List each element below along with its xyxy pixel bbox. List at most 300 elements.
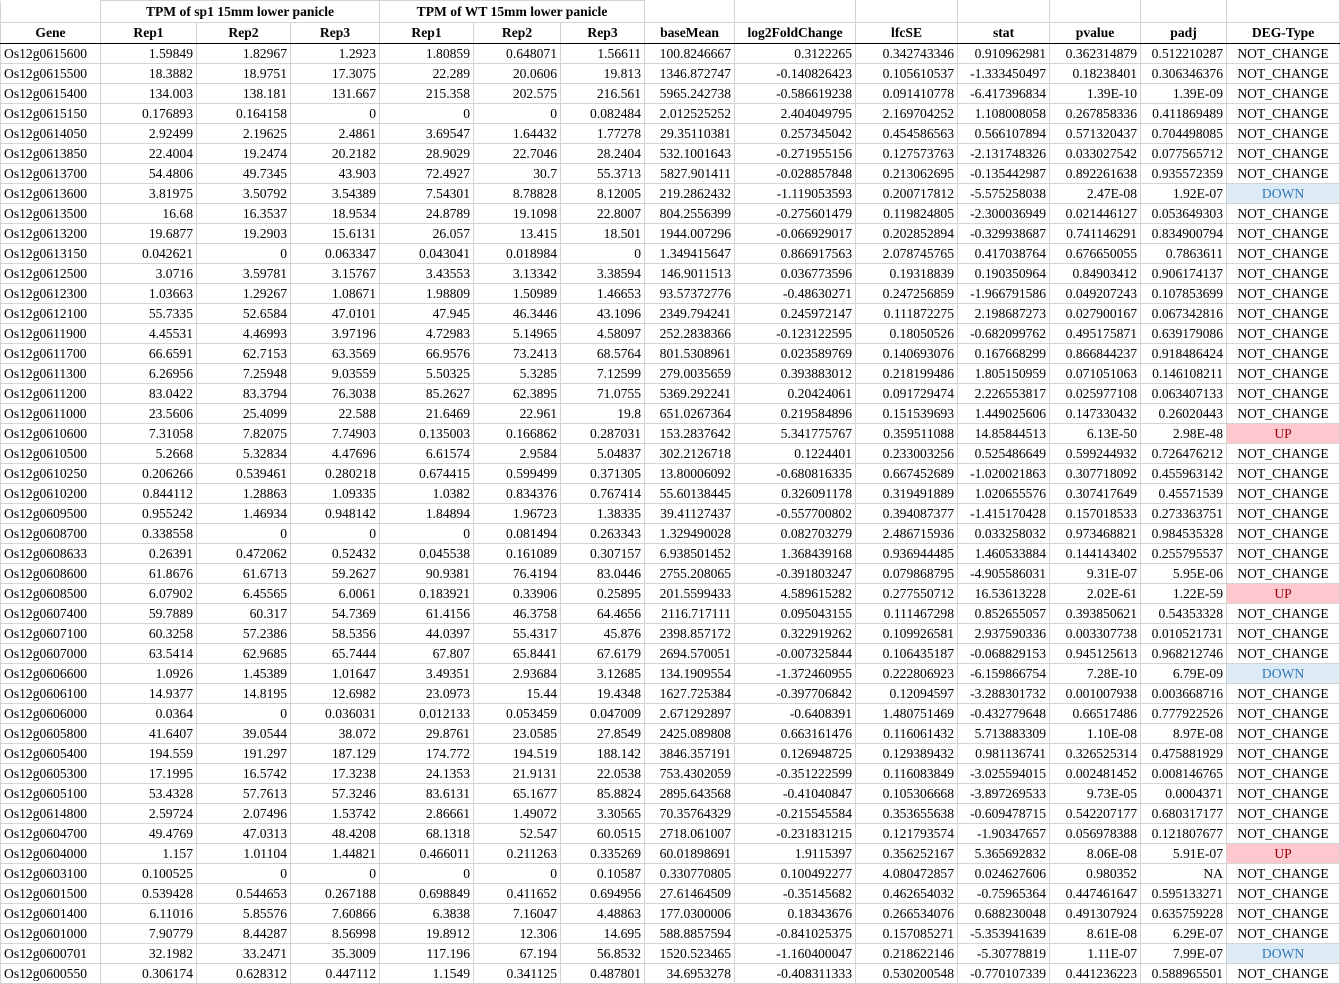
value-cell[interactable]: 0.45571539 bbox=[1141, 484, 1227, 504]
gene-id-cell[interactable]: Os12g0603100 bbox=[1, 864, 101, 884]
value-cell[interactable]: 0.326525314 bbox=[1050, 744, 1141, 764]
value-cell[interactable]: 9.73E-05 bbox=[1050, 784, 1141, 804]
value-cell[interactable]: 1.329490028 bbox=[645, 524, 735, 544]
value-cell[interactable]: 0.984535328 bbox=[1141, 524, 1227, 544]
value-cell[interactable]: 28.2404 bbox=[561, 144, 645, 164]
value-cell[interactable]: 0 bbox=[197, 244, 291, 264]
value-cell[interactable]: 1.08671 bbox=[291, 284, 380, 304]
value-cell[interactable]: -4.905586031 bbox=[958, 564, 1050, 584]
value-cell[interactable]: 68.5764 bbox=[561, 344, 645, 364]
value-cell[interactable]: 0.539461 bbox=[197, 464, 291, 484]
gene-id-cell[interactable]: Os12g0613500 bbox=[1, 204, 101, 224]
value-cell[interactable]: 7.99E-07 bbox=[1141, 944, 1227, 964]
value-cell[interactable]: 0.918486424 bbox=[1141, 344, 1227, 364]
deg-type-cell[interactable]: NOT_CHANGE bbox=[1227, 164, 1340, 184]
value-cell[interactable]: 219.2862432 bbox=[645, 184, 735, 204]
value-cell[interactable]: 61.4156 bbox=[380, 604, 474, 624]
value-cell[interactable]: 26.057 bbox=[380, 224, 474, 244]
value-cell[interactable]: 0.866917563 bbox=[735, 244, 856, 264]
value-cell[interactable]: 588.8857594 bbox=[645, 924, 735, 944]
value-cell[interactable]: 0.663161476 bbox=[735, 724, 856, 744]
value-cell[interactable]: 0.635759228 bbox=[1141, 904, 1227, 924]
value-cell[interactable]: 801.5308961 bbox=[645, 344, 735, 364]
value-cell[interactable]: 63.3569 bbox=[291, 344, 380, 364]
value-cell[interactable]: 5.3285 bbox=[474, 364, 561, 384]
value-cell[interactable]: 20.2182 bbox=[291, 144, 380, 164]
value-cell[interactable]: 0.472062 bbox=[197, 544, 291, 564]
value-cell[interactable]: 1.11E-07 bbox=[1050, 944, 1141, 964]
value-cell[interactable]: 1.28863 bbox=[197, 484, 291, 504]
value-cell[interactable]: 19.2903 bbox=[197, 224, 291, 244]
value-cell[interactable]: 2.9584 bbox=[474, 444, 561, 464]
gene-id-cell[interactable]: Os12g0605300 bbox=[1, 764, 101, 784]
value-cell[interactable]: 25.4099 bbox=[197, 404, 291, 424]
value-cell[interactable]: 1.108008058 bbox=[958, 104, 1050, 124]
value-cell[interactable]: 44.0397 bbox=[380, 624, 474, 644]
value-cell[interactable]: 0.213062695 bbox=[856, 164, 958, 184]
value-cell[interactable]: 4.080472857 bbox=[856, 864, 958, 884]
value-cell[interactable]: 8.56998 bbox=[291, 924, 380, 944]
value-cell[interactable]: 0.892261638 bbox=[1050, 164, 1141, 184]
deg-type-cell[interactable]: NOT_CHANGE bbox=[1227, 824, 1340, 844]
value-cell[interactable]: 0.144143402 bbox=[1050, 544, 1141, 564]
value-cell[interactable]: 0.129389432 bbox=[856, 744, 958, 764]
value-cell[interactable]: 0.003307738 bbox=[1050, 624, 1141, 644]
value-cell[interactable]: 18.9534 bbox=[291, 204, 380, 224]
value-cell[interactable]: 5.14965 bbox=[474, 324, 561, 344]
value-cell[interactable]: 0.512210287 bbox=[1141, 44, 1227, 64]
value-cell[interactable]: -2.131748326 bbox=[958, 144, 1050, 164]
value-cell[interactable]: -0.351222599 bbox=[735, 764, 856, 784]
value-cell[interactable]: 1.805150959 bbox=[958, 364, 1050, 384]
value-cell[interactable]: 0.7863611 bbox=[1141, 244, 1227, 264]
value-cell[interactable]: 1944.007296 bbox=[645, 224, 735, 244]
value-cell[interactable]: 0.157085271 bbox=[856, 924, 958, 944]
value-cell[interactable]: 3.0716 bbox=[101, 264, 197, 284]
value-cell[interactable]: 57.7613 bbox=[197, 784, 291, 804]
value-cell[interactable]: 4.589615282 bbox=[735, 584, 856, 604]
value-cell[interactable]: 134.003 bbox=[101, 84, 197, 104]
value-cell[interactable]: 0.335269 bbox=[561, 844, 645, 864]
value-cell[interactable]: 8.97E-08 bbox=[1141, 724, 1227, 744]
value-cell[interactable]: 67.194 bbox=[474, 944, 561, 964]
value-cell[interactable]: 2.59724 bbox=[101, 804, 197, 824]
value-cell[interactable]: 1.39E-10 bbox=[1050, 84, 1141, 104]
value-cell[interactable]: 5.713883309 bbox=[958, 724, 1050, 744]
column-header[interactable]: padj bbox=[1141, 23, 1227, 44]
value-cell[interactable]: 1.10E-08 bbox=[1050, 724, 1141, 744]
value-cell[interactable]: 16.53613228 bbox=[958, 584, 1050, 604]
value-cell[interactable]: 52.6584 bbox=[197, 304, 291, 324]
value-cell[interactable]: 1.45389 bbox=[197, 664, 291, 684]
value-cell[interactable]: 33.2471 bbox=[197, 944, 291, 964]
value-cell[interactable]: 2.169704252 bbox=[856, 104, 958, 124]
value-cell[interactable]: 2398.857172 bbox=[645, 624, 735, 644]
value-cell[interactable]: -0.329938687 bbox=[958, 224, 1050, 244]
deg-type-cell[interactable]: UP bbox=[1227, 844, 1340, 864]
value-cell[interactable]: 54.4806 bbox=[101, 164, 197, 184]
value-cell[interactable]: -1.966791586 bbox=[958, 284, 1050, 304]
deg-type-cell[interactable]: NOT_CHANGE bbox=[1227, 344, 1340, 364]
value-cell[interactable]: 2.92499 bbox=[101, 124, 197, 144]
value-cell[interactable]: 0.045538 bbox=[380, 544, 474, 564]
value-cell[interactable]: 0.211263 bbox=[474, 844, 561, 864]
value-cell[interactable]: 0.053649303 bbox=[1141, 204, 1227, 224]
value-cell[interactable]: 0.338558 bbox=[101, 524, 197, 544]
value-cell[interactable]: 194.519 bbox=[474, 744, 561, 764]
value-cell[interactable]: 0.140693076 bbox=[856, 344, 958, 364]
value-cell[interactable]: 6.3838 bbox=[380, 904, 474, 924]
value-cell[interactable]: 1.64432 bbox=[474, 124, 561, 144]
value-cell[interactable]: 0.525486649 bbox=[958, 444, 1050, 464]
gene-id-cell[interactable]: Os12g0607000 bbox=[1, 644, 101, 664]
value-cell[interactable]: 0.66517486 bbox=[1050, 704, 1141, 724]
gene-id-cell[interactable]: Os12g0609500 bbox=[1, 504, 101, 524]
value-cell[interactable]: 0.151539693 bbox=[856, 404, 958, 424]
value-cell[interactable]: 59.2627 bbox=[291, 564, 380, 584]
value-cell[interactable]: 19.4348 bbox=[561, 684, 645, 704]
value-cell[interactable]: 0.694956 bbox=[561, 884, 645, 904]
value-cell[interactable]: 6.29E-07 bbox=[1141, 924, 1227, 944]
value-cell[interactable]: 3.59781 bbox=[197, 264, 291, 284]
value-cell[interactable]: 65.1677 bbox=[474, 784, 561, 804]
value-cell[interactable]: 0.111467298 bbox=[856, 604, 958, 624]
value-cell[interactable]: 29.35110381 bbox=[645, 124, 735, 144]
value-cell[interactable]: 0.033027542 bbox=[1050, 144, 1141, 164]
value-cell[interactable]: 0.218622146 bbox=[856, 944, 958, 964]
value-cell[interactable]: 1.29267 bbox=[197, 284, 291, 304]
value-cell[interactable]: 0.277550712 bbox=[856, 584, 958, 604]
value-cell[interactable]: 1.77278 bbox=[561, 124, 645, 144]
value-cell[interactable]: 0.0364 bbox=[101, 704, 197, 724]
value-cell[interactable]: 0.852655057 bbox=[958, 604, 1050, 624]
value-cell[interactable]: 67.807 bbox=[380, 644, 474, 664]
column-header[interactable]: Rep1 bbox=[380, 23, 474, 44]
value-cell[interactable]: 28.9029 bbox=[380, 144, 474, 164]
value-cell[interactable]: 0.027900167 bbox=[1050, 304, 1141, 324]
deg-type-cell[interactable]: NOT_CHANGE bbox=[1227, 364, 1340, 384]
value-cell[interactable]: 0.968212746 bbox=[1141, 644, 1227, 664]
value-cell[interactable]: 0.326091178 bbox=[735, 484, 856, 504]
gene-id-cell[interactable]: Os12g0614050 bbox=[1, 124, 101, 144]
value-cell[interactable]: 0.0004371 bbox=[1141, 784, 1227, 804]
value-cell[interactable]: 5.2668 bbox=[101, 444, 197, 464]
value-cell[interactable]: 0.844112 bbox=[101, 484, 197, 504]
value-cell[interactable]: 0.063347 bbox=[291, 244, 380, 264]
gene-id-cell[interactable]: Os12g0607400 bbox=[1, 604, 101, 624]
value-cell[interactable]: 0.698849 bbox=[380, 884, 474, 904]
value-cell[interactable]: 0.322919262 bbox=[735, 624, 856, 644]
value-cell[interactable]: 0.056978388 bbox=[1050, 824, 1141, 844]
value-cell[interactable]: 0 bbox=[197, 704, 291, 724]
value-cell[interactable]: 0.106435187 bbox=[856, 644, 958, 664]
value-cell[interactable]: 153.2837642 bbox=[645, 424, 735, 444]
value-cell[interactable]: 83.3794 bbox=[197, 384, 291, 404]
value-cell[interactable]: 2.671292897 bbox=[645, 704, 735, 724]
value-cell[interactable]: 2349.794241 bbox=[645, 304, 735, 324]
value-cell[interactable]: 0.053459 bbox=[474, 704, 561, 724]
deg-type-cell[interactable]: NOT_CHANGE bbox=[1227, 104, 1340, 124]
value-cell[interactable]: 57.3246 bbox=[291, 784, 380, 804]
value-cell[interactable]: 0.704498085 bbox=[1141, 124, 1227, 144]
value-cell[interactable]: 62.7153 bbox=[197, 344, 291, 364]
value-cell[interactable]: 532.1001643 bbox=[645, 144, 735, 164]
value-cell[interactable]: -1.020021863 bbox=[958, 464, 1050, 484]
value-cell[interactable]: 0.341125 bbox=[474, 964, 561, 984]
value-cell[interactable]: 54.7369 bbox=[291, 604, 380, 624]
value-cell[interactable]: 0.036773596 bbox=[735, 264, 856, 284]
value-cell[interactable]: 0.280218 bbox=[291, 464, 380, 484]
value-cell[interactable]: 57.2386 bbox=[197, 624, 291, 644]
value-cell[interactable]: 0.475881929 bbox=[1141, 744, 1227, 764]
value-cell[interactable]: 0.680317177 bbox=[1141, 804, 1227, 824]
value-cell[interactable]: 0.157018533 bbox=[1050, 504, 1141, 524]
value-cell[interactable]: 6.11016 bbox=[101, 904, 197, 924]
value-cell[interactable]: -3.288301732 bbox=[958, 684, 1050, 704]
value-cell[interactable]: 12.306 bbox=[474, 924, 561, 944]
value-cell[interactable]: 1.1549 bbox=[380, 964, 474, 984]
gene-id-cell[interactable]: Os12g0610500 bbox=[1, 444, 101, 464]
value-cell[interactable]: 22.588 bbox=[291, 404, 380, 424]
value-cell[interactable]: 3.13342 bbox=[474, 264, 561, 284]
value-cell[interactable]: 1.349415647 bbox=[645, 244, 735, 264]
value-cell[interactable]: 1.53742 bbox=[291, 804, 380, 824]
deg-type-cell[interactable]: NOT_CHANGE bbox=[1227, 604, 1340, 624]
value-cell[interactable]: -0.391803247 bbox=[735, 564, 856, 584]
value-cell[interactable]: 0 bbox=[291, 864, 380, 884]
value-cell[interactable]: -0.770107339 bbox=[958, 964, 1050, 984]
value-cell[interactable]: 0.023589769 bbox=[735, 344, 856, 364]
value-cell[interactable]: 22.289 bbox=[380, 64, 474, 84]
value-cell[interactable]: 2.404049795 bbox=[735, 104, 856, 124]
value-cell[interactable]: -0.41040847 bbox=[735, 784, 856, 804]
value-cell[interactable]: 1.50989 bbox=[474, 284, 561, 304]
value-cell[interactable]: 5369.292241 bbox=[645, 384, 735, 404]
value-cell[interactable]: 14.8195 bbox=[197, 684, 291, 704]
value-cell[interactable]: 0.411652 bbox=[474, 884, 561, 904]
value-cell[interactable]: 2755.208065 bbox=[645, 564, 735, 584]
value-cell[interactable]: 73.2413 bbox=[474, 344, 561, 364]
gene-id-cell[interactable]: Os12g0612300 bbox=[1, 284, 101, 304]
value-cell[interactable]: -0.215545584 bbox=[735, 804, 856, 824]
value-cell[interactable]: 1.09335 bbox=[291, 484, 380, 504]
value-cell[interactable]: 3.54389 bbox=[291, 184, 380, 204]
column-header[interactable]: Rep2 bbox=[197, 23, 291, 44]
gene-id-cell[interactable]: Os12g0613600 bbox=[1, 184, 101, 204]
gene-id-cell[interactable]: Os12g0611900 bbox=[1, 324, 101, 344]
value-cell[interactable]: 0.147330432 bbox=[1050, 404, 1141, 424]
value-cell[interactable]: 0.935572359 bbox=[1141, 164, 1227, 184]
value-cell[interactable]: 7.74903 bbox=[291, 424, 380, 444]
deg-type-cell[interactable]: NOT_CHANGE bbox=[1227, 804, 1340, 824]
value-cell[interactable]: 2.198687273 bbox=[958, 304, 1050, 324]
value-cell[interactable]: -0.841025375 bbox=[735, 924, 856, 944]
value-cell[interactable]: 0.107853699 bbox=[1141, 284, 1227, 304]
value-cell[interactable]: 2.19625 bbox=[197, 124, 291, 144]
value-cell[interactable]: -0.609478715 bbox=[958, 804, 1050, 824]
gene-id-cell[interactable]: Os12g0606600 bbox=[1, 664, 101, 684]
value-cell[interactable]: 0.091410778 bbox=[856, 84, 958, 104]
value-cell[interactable]: 100.8246667 bbox=[645, 44, 735, 64]
value-cell[interactable]: 0.52432 bbox=[291, 544, 380, 564]
value-cell[interactable]: 0.012133 bbox=[380, 704, 474, 724]
value-cell[interactable]: 1.98809 bbox=[380, 284, 474, 304]
value-cell[interactable]: 0.047009 bbox=[561, 704, 645, 724]
value-cell[interactable]: 85.2627 bbox=[380, 384, 474, 404]
value-cell[interactable]: 16.5742 bbox=[197, 764, 291, 784]
value-cell[interactable]: 0.767414 bbox=[561, 484, 645, 504]
value-cell[interactable]: 4.58097 bbox=[561, 324, 645, 344]
value-cell[interactable]: 72.4927 bbox=[380, 164, 474, 184]
value-cell[interactable]: 0.411869489 bbox=[1141, 104, 1227, 124]
value-cell[interactable]: 2.226553817 bbox=[958, 384, 1050, 404]
value-cell[interactable]: -0.140826423 bbox=[735, 64, 856, 84]
value-cell[interactable]: 35.3009 bbox=[291, 944, 380, 964]
value-cell[interactable]: 0.487801 bbox=[561, 964, 645, 984]
value-cell[interactable]: 0.008146765 bbox=[1141, 764, 1227, 784]
value-cell[interactable]: 1.49072 bbox=[474, 804, 561, 824]
value-cell[interactable]: 0.948142 bbox=[291, 504, 380, 524]
value-cell[interactable]: 49.4769 bbox=[101, 824, 197, 844]
value-cell[interactable]: 13.415 bbox=[474, 224, 561, 244]
value-cell[interactable]: -0.068829153 bbox=[958, 644, 1050, 664]
value-cell[interactable]: 0.530200548 bbox=[856, 964, 958, 984]
value-cell[interactable]: 5.91E-07 bbox=[1141, 844, 1227, 864]
value-cell[interactable]: -0.271955156 bbox=[735, 144, 856, 164]
column-header[interactable]: Rep3 bbox=[291, 23, 380, 44]
value-cell[interactable]: 0.566107894 bbox=[958, 124, 1050, 144]
value-cell[interactable]: 7.28E-10 bbox=[1050, 664, 1141, 684]
gene-id-cell[interactable]: Os12g0613850 bbox=[1, 144, 101, 164]
value-cell[interactable]: -6.417396834 bbox=[958, 84, 1050, 104]
value-cell[interactable]: 0.19318839 bbox=[856, 264, 958, 284]
value-cell[interactable]: 2.937590336 bbox=[958, 624, 1050, 644]
value-cell[interactable]: 1.020655576 bbox=[958, 484, 1050, 504]
value-cell[interactable]: 0.273363751 bbox=[1141, 504, 1227, 524]
value-cell[interactable]: 0.222806923 bbox=[856, 664, 958, 684]
value-cell[interactable]: 2.07496 bbox=[197, 804, 291, 824]
value-cell[interactable]: 61.8676 bbox=[101, 564, 197, 584]
gene-id-cell[interactable]: Os12g0615600 bbox=[1, 44, 101, 64]
gene-id-cell[interactable]: Os12g0604000 bbox=[1, 844, 101, 864]
value-cell[interactable]: 0 bbox=[380, 524, 474, 544]
value-cell[interactable]: 3.97196 bbox=[291, 324, 380, 344]
gene-id-cell[interactable]: Os12g0615150 bbox=[1, 104, 101, 124]
value-cell[interactable]: 55.60138445 bbox=[645, 484, 735, 504]
deg-type-cell[interactable]: NOT_CHANGE bbox=[1227, 904, 1340, 924]
value-cell[interactable]: 0.121793574 bbox=[856, 824, 958, 844]
value-cell[interactable]: 0.394087377 bbox=[856, 504, 958, 524]
value-cell[interactable]: 0.245972147 bbox=[735, 304, 856, 324]
value-cell[interactable]: 0.021446127 bbox=[1050, 204, 1141, 224]
value-cell[interactable]: 1.0382 bbox=[380, 484, 474, 504]
value-cell[interactable]: 1.96723 bbox=[474, 504, 561, 524]
value-cell[interactable]: 5.341775767 bbox=[735, 424, 856, 444]
column-header[interactable]: pvalue bbox=[1050, 23, 1141, 44]
value-cell[interactable]: 0.353655638 bbox=[856, 804, 958, 824]
value-cell[interactable]: 2.98E-48 bbox=[1141, 424, 1227, 444]
value-cell[interactable]: 0.263343 bbox=[561, 524, 645, 544]
value-cell[interactable]: 0.307417649 bbox=[1050, 484, 1141, 504]
value-cell[interactable]: -0.75965364 bbox=[958, 884, 1050, 904]
value-cell[interactable]: -1.90347657 bbox=[958, 824, 1050, 844]
value-cell[interactable]: 7.90779 bbox=[101, 924, 197, 944]
value-cell[interactable]: 19.2474 bbox=[197, 144, 291, 164]
gene-id-cell[interactable]: Os12g0610250 bbox=[1, 464, 101, 484]
value-cell[interactable]: 0 bbox=[197, 524, 291, 544]
value-cell[interactable]: 0.599244932 bbox=[1050, 444, 1141, 464]
value-cell[interactable]: 24.8789 bbox=[380, 204, 474, 224]
value-cell[interactable]: -0.397706842 bbox=[735, 684, 856, 704]
value-cell[interactable]: 23.0585 bbox=[474, 724, 561, 744]
column-header[interactable]: baseMean bbox=[645, 23, 735, 44]
column-header[interactable]: lfcSE bbox=[856, 23, 958, 44]
value-cell[interactable]: 1.92E-07 bbox=[1141, 184, 1227, 204]
value-cell[interactable]: 0.010521731 bbox=[1141, 624, 1227, 644]
value-cell[interactable]: 8.44287 bbox=[197, 924, 291, 944]
value-cell[interactable]: 0.447461647 bbox=[1050, 884, 1141, 904]
value-cell[interactable]: 27.61464509 bbox=[645, 884, 735, 904]
deg-type-cell[interactable]: NOT_CHANGE bbox=[1227, 64, 1340, 84]
value-cell[interactable]: 5.50325 bbox=[380, 364, 474, 384]
value-cell[interactable]: 0.466011 bbox=[380, 844, 474, 864]
value-cell[interactable]: 0.571320437 bbox=[1050, 124, 1141, 144]
gene-id-cell[interactable]: Os12g0613150 bbox=[1, 244, 101, 264]
value-cell[interactable]: 0.077565712 bbox=[1141, 144, 1227, 164]
value-cell[interactable]: 4.46993 bbox=[197, 324, 291, 344]
deg-type-cell[interactable]: NOT_CHANGE bbox=[1227, 864, 1340, 884]
value-cell[interactable]: 0.042621 bbox=[101, 244, 197, 264]
deg-type-cell[interactable]: NOT_CHANGE bbox=[1227, 264, 1340, 284]
value-cell[interactable]: 1.80859 bbox=[380, 44, 474, 64]
value-cell[interactable]: 252.2838366 bbox=[645, 324, 735, 344]
value-cell[interactable]: 117.196 bbox=[380, 944, 474, 964]
value-cell[interactable]: 0.542207177 bbox=[1050, 804, 1141, 824]
deg-type-cell[interactable]: NOT_CHANGE bbox=[1227, 544, 1340, 564]
value-cell[interactable]: -0.586619238 bbox=[735, 84, 856, 104]
gene-id-cell[interactable]: Os12g0600550 bbox=[1, 964, 101, 984]
value-cell[interactable]: 0.595133271 bbox=[1141, 884, 1227, 904]
value-cell[interactable]: -0.007325844 bbox=[735, 644, 856, 664]
value-cell[interactable]: 216.561 bbox=[561, 84, 645, 104]
value-cell[interactable]: 0.393883012 bbox=[735, 364, 856, 384]
value-cell[interactable]: 0.674415 bbox=[380, 464, 474, 484]
value-cell[interactable]: 0.071051063 bbox=[1050, 364, 1141, 384]
value-cell[interactable]: 5.32834 bbox=[197, 444, 291, 464]
value-cell[interactable]: 60.01898691 bbox=[645, 844, 735, 864]
value-cell[interactable]: 804.2556399 bbox=[645, 204, 735, 224]
value-cell[interactable]: 2425.089808 bbox=[645, 724, 735, 744]
value-cell[interactable]: 1.84894 bbox=[380, 504, 474, 524]
value-cell[interactable]: 0.834376 bbox=[474, 484, 561, 504]
value-cell[interactable]: 19.6877 bbox=[101, 224, 197, 244]
value-cell[interactable]: 2.012525252 bbox=[645, 104, 735, 124]
deg-type-cell[interactable]: NOT_CHANGE bbox=[1227, 384, 1340, 404]
value-cell[interactable]: 0.105306668 bbox=[856, 784, 958, 804]
column-header[interactable]: Rep2 bbox=[474, 23, 561, 44]
gene-id-cell[interactable]: Os12g0606000 bbox=[1, 704, 101, 724]
value-cell[interactable]: 9.03559 bbox=[291, 364, 380, 384]
value-cell[interactable]: 0.126948725 bbox=[735, 744, 856, 764]
deg-type-cell[interactable]: DOWN bbox=[1227, 184, 1340, 204]
value-cell[interactable]: 1.2923 bbox=[291, 44, 380, 64]
value-cell[interactable]: 46.3446 bbox=[474, 304, 561, 324]
deg-type-cell[interactable]: NOT_CHANGE bbox=[1227, 484, 1340, 504]
value-cell[interactable]: 0.095043155 bbox=[735, 604, 856, 624]
deg-type-cell[interactable]: NOT_CHANGE bbox=[1227, 84, 1340, 104]
value-cell[interactable]: 1.01104 bbox=[197, 844, 291, 864]
value-cell[interactable]: 2.93684 bbox=[474, 664, 561, 684]
